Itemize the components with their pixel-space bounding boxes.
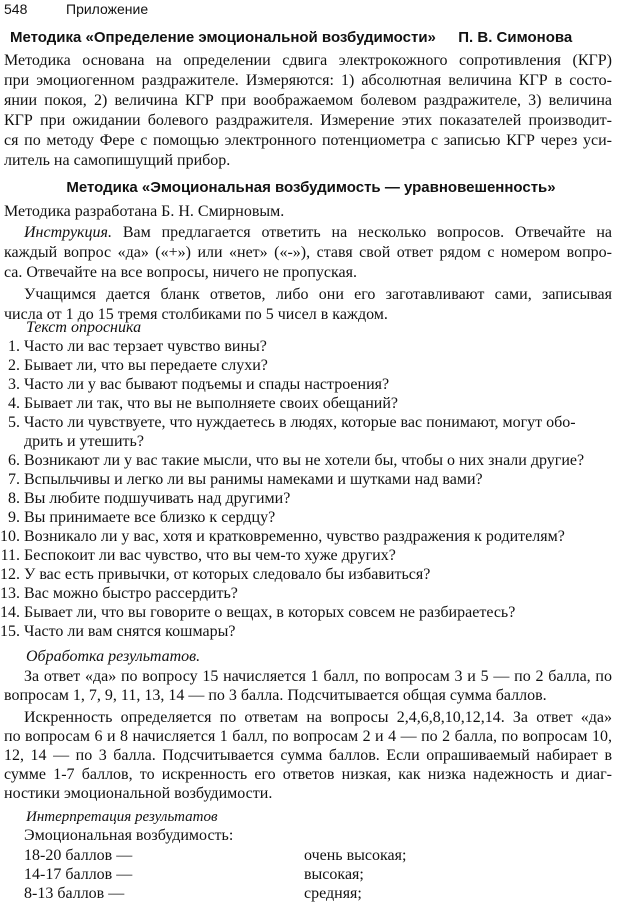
question-item [0, 622, 612, 642]
question-number: 8. [8, 490, 20, 507]
question-number: 2. [8, 357, 20, 374]
interpretation-label: Интерпретация результатов [26, 809, 218, 825]
question-text: Бывает ли, что вы говорите о вещах, в которых совсем не разбираетесь? [24, 604, 516, 621]
page-number: 548 [4, 1, 28, 17]
question-number: 7. [8, 471, 20, 488]
question-text: Часто ли чувствуете, что нуждаетесь в людях, которые вас понимают, могут обо- [24, 414, 576, 431]
question-text: Часто ли вам снятся кошмары? [24, 623, 236, 640]
sincerity-line: Искренность определяется по ответам на вопросы 2,4,6,8,10,12,14. За ответ «да» [24, 709, 612, 726]
question-item [0, 565, 612, 585]
question-item [0, 451, 612, 471]
question-text: Вспыльчивы и легко ли вы ранимы намеками и шутками над вами? [24, 471, 483, 488]
question-number: 6. [8, 452, 20, 469]
question-text: Вас можно быстро рассердить? [24, 585, 238, 602]
question-text: Часто ли у вас бывают подъемы и спады настроения? [24, 376, 390, 393]
question-text: Бывает ли, что вы передаете слухи? [24, 357, 268, 374]
question-item [0, 337, 612, 357]
question-number: 15. [0, 623, 20, 640]
question-text: Вы любите подшучивать над другими? [24, 490, 291, 507]
question-text: Возникают ли у вас такие мысли, что вы не хотели бы, чтобы о них знали другие? [24, 452, 585, 469]
instruction-line: са. Отвечайте на все вопросы, ничего не пропуская. [4, 264, 358, 281]
question-item [0, 489, 612, 509]
processing-line: вопросам 1, 7, 9, 11, 13, 14 — по 3 балла. Подсчитывается общая сумма баллов. [4, 687, 547, 704]
sincerity-line: 12, 14 — по 3 балла. Подсчитывается сумма баллов. Если опрашиваемый набирает в [4, 747, 612, 764]
method1-line: Методика основана на определении сдвига электрокожного сопротивления (КГР) [4, 52, 612, 69]
author-line: Методика разработана Б. Н. Смирновым. [4, 203, 285, 220]
question-number: 12. [0, 566, 20, 583]
scale-level: высокая; [304, 866, 364, 883]
method1-heading [10, 28, 612, 48]
question-item [0, 394, 612, 414]
processing-line: За ответ «да» по вопросу 15 начисляется 1 балл, по вопросам 3 и 5 — по 2 балла, по [24, 668, 612, 685]
question-number: 5. [8, 414, 20, 431]
sincerity-line: по вопросам 6 и 8 начисляется 1 балл, по вопросам 2 и 4 — по 2 балла, по вопросам 10, [4, 728, 612, 745]
question-continuation: дрить и утешить? [24, 433, 144, 450]
instruction-text: Вам предлагается ответить на несколько вопросов. Отвечайте на [111, 224, 612, 241]
scale-level: очень высокая; [304, 847, 407, 864]
question-item [0, 584, 612, 604]
question-text: Возникало ли у вас, хотя и кратковременно, чувство раздражения к родителям? [24, 528, 565, 545]
question-item [0, 470, 612, 490]
instruction-line: каждый вопрос «да» («+») или «нет» («-»), ставя свой ответ рядом с номером вопро- [4, 244, 612, 261]
question-item [0, 375, 612, 395]
question-number: 3. [8, 376, 20, 393]
scale-range: 14-17 баллов — [24, 866, 133, 883]
question-item [0, 508, 612, 528]
method1-line: ся по методу Фере с помощью электронного потенциометра с записью КГР через уси- [4, 132, 612, 149]
method1-line: при эмоциогенном раздражителе. Измеряются: 1) абсолютная величина КГР в состо- [4, 72, 612, 89]
scale-level: средняя; [304, 885, 362, 902]
question-item [0, 413, 612, 433]
question-item [0, 603, 612, 623]
question-number: 13. [0, 585, 20, 602]
sincerity-line: ностики эмоциональной возбудимости. [4, 785, 273, 802]
sincerity-line: сумме 1-7 баллов, то искренность его ответов низкая, как низка надежность и диаг- [4, 766, 612, 783]
blank-line: числа от 1 до 15 тремя столбиками по 5 чисел в каждом. [4, 306, 388, 323]
question-text: Бывает ли так, что вы не выполняете своих обещаний? [24, 395, 398, 412]
question-text: Вы принимаете все близко к сердцу? [24, 509, 276, 526]
method1-line: КГР при ожидании болевого раздражителя. Измерение этих показателей производит- [4, 112, 612, 129]
question-text: Часто ли вас терзает чувство вины? [24, 338, 267, 355]
question-number: 11. [0, 547, 20, 564]
instruction-line [24, 223, 612, 243]
interpretation-subtitle: Эмоциональная возбудимость: [24, 827, 234, 844]
question-number: 14. [0, 604, 20, 621]
question-number: 4. [8, 395, 20, 412]
questionnaire-label: Текст опросника [26, 319, 142, 336]
processing-label: Обработка результатов. [26, 648, 201, 665]
question-text: У вас есть привычки, от которых следовало бы избавиться? [24, 566, 431, 583]
question-item [0, 356, 612, 376]
method1-line: литель на самопишущий прибор. [4, 152, 231, 169]
question-text: Беспокоит ли вас чувство, что вы чем-то хуже других? [24, 547, 396, 564]
scale-range: 18-20 баллов — [24, 847, 133, 864]
scale-range: 8-13 баллов — [24, 885, 125, 902]
question-number: 10. [0, 528, 20, 545]
question-number: 9. [8, 509, 20, 526]
running-header: Приложение [66, 1, 149, 17]
instruction-label: Инструкция. [24, 224, 112, 241]
method1-line: янии покоя, 2) величина КГР при воображаемом болевом раздражителе, 3) величина [4, 92, 612, 109]
question-item [0, 527, 612, 547]
question-item [0, 546, 612, 566]
blank-line: Учащимся дается бланк ответов, либо они его заготавливают сами, записывая [24, 286, 612, 303]
method1-title: Методика «Определение эмоциональной возбудимости» [10, 29, 436, 46]
method2-heading: Методика «Эмоциональная возбудимость — уравновешенность» [66, 179, 556, 196]
method1-author: П. В. Симонова [458, 29, 573, 46]
question-number: 1. [8, 338, 20, 355]
